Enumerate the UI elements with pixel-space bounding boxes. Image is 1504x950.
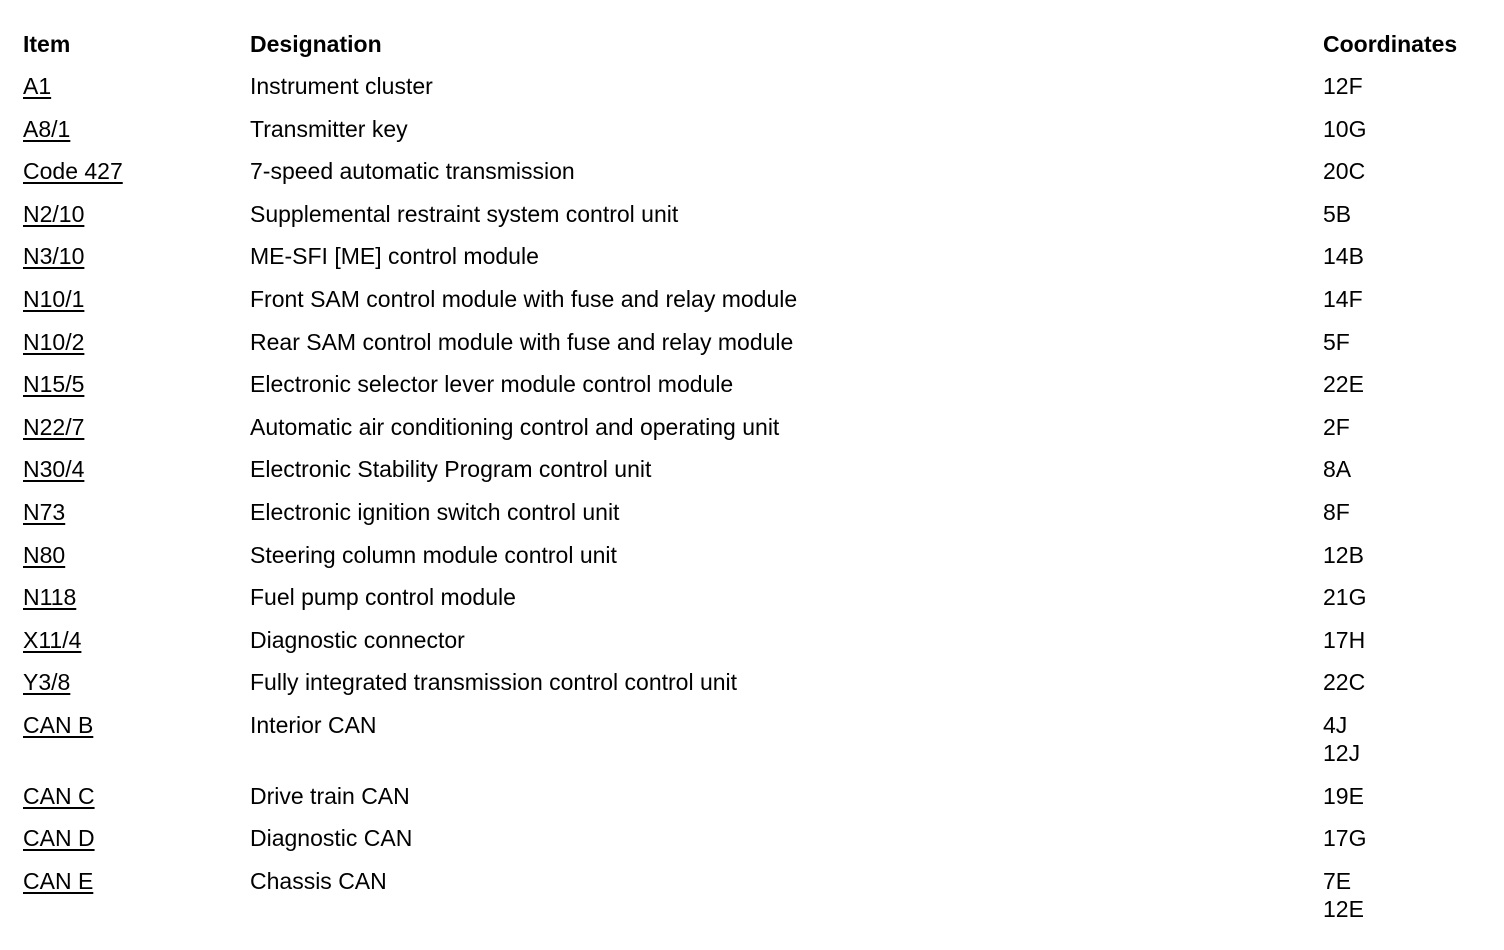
item-cell (23, 328, 250, 356)
table-row (23, 200, 1493, 228)
designation-cell: Chassis CAN (250, 867, 387, 894)
table-row (23, 413, 1493, 441)
coordinates-cell (1323, 711, 1493, 767)
item-cell (23, 541, 250, 569)
item-cell (23, 782, 250, 810)
item-cell (23, 711, 250, 739)
coordinate-value: 2F (1323, 413, 1350, 440)
item-link[interactable]: X11/4 (23, 626, 82, 653)
coordinate-value: 19E (1323, 782, 1364, 809)
coordinate-value: 20C (1323, 158, 1366, 185)
designation-cell: Electronic selector lever module control module (250, 371, 734, 398)
coordinate-value: 17G (1323, 825, 1367, 852)
table-row (23, 328, 1493, 356)
item-link[interactable]: N30/4 (23, 456, 85, 483)
coordinate-value: 5B (1323, 200, 1352, 227)
item-cell (23, 668, 250, 696)
coordinates-cell (1323, 413, 1493, 441)
item-link[interactable]: CAN E (23, 867, 94, 894)
coordinate-value: 12J (1323, 739, 1361, 766)
item-link[interactable]: CAN C (23, 782, 95, 809)
header-designation: Designation (250, 31, 382, 57)
coordinate-value: 22E (1323, 371, 1364, 398)
item-link[interactable]: A8/1 (23, 115, 71, 142)
table-row (23, 370, 1493, 398)
header-item: Item (23, 31, 71, 57)
coordinate-value: 8A (1323, 456, 1352, 483)
table-row (23, 498, 1493, 526)
coordinate-value: 12B (1323, 541, 1364, 568)
component-legend-table (23, 30, 1493, 937)
table-row (23, 72, 1493, 100)
item-cell (23, 370, 250, 398)
designation-cell: Fuel pump control module (250, 584, 516, 611)
coordinate-value: 14B (1323, 243, 1364, 270)
header-coordinates: Coordinates (1323, 31, 1458, 57)
table-row (23, 541, 1493, 569)
designation-cell: Interior CAN (250, 711, 377, 738)
item-cell (23, 413, 250, 441)
item-cell (23, 285, 250, 313)
coordinate-value: 12E (1323, 895, 1364, 922)
item-link[interactable]: CAN D (23, 825, 95, 852)
item-link[interactable]: N22/7 (23, 413, 85, 440)
item-cell (23, 242, 250, 270)
coordinates-cell (1323, 328, 1493, 356)
table-row (23, 711, 1493, 767)
coordinates-cell (1323, 782, 1493, 810)
table-row (23, 242, 1493, 270)
coordinates-cell (1323, 242, 1493, 270)
coordinates-cell (1323, 455, 1493, 483)
designation-cell: Supplemental restraint system control unit (250, 200, 679, 227)
coordinates-cell (1323, 115, 1493, 143)
designation-cell: Front SAM control module with fuse and relay module (250, 285, 798, 312)
table-row (23, 583, 1493, 611)
designation-cell: Electronic Stability Program control unit (250, 456, 652, 483)
table-row (23, 867, 1493, 923)
item-link[interactable]: N80 (23, 541, 66, 568)
designation-cell: Rear SAM control module with fuse and relay module (250, 328, 794, 355)
item-link[interactable]: CAN B (23, 711, 94, 738)
coordinate-value: 17H (1323, 626, 1366, 653)
designation-cell: Diagnostic CAN (250, 825, 413, 852)
coordinates-cell (1323, 583, 1493, 611)
item-cell (23, 200, 250, 228)
item-link[interactable]: A1 (23, 73, 52, 99)
item-cell (23, 867, 250, 895)
item-link[interactable]: N10/2 (23, 328, 85, 355)
designation-cell: Automatic air conditioning control and operating unit (250, 413, 780, 440)
item-link[interactable]: Y3/8 (23, 669, 71, 696)
coordinates-cell (1323, 200, 1493, 228)
coordinate-value: 10G (1323, 115, 1367, 142)
item-link[interactable]: N10/1 (23, 285, 85, 312)
item-link[interactable]: N73 (23, 498, 66, 525)
coordinate-value: 4J (1323, 711, 1348, 738)
coordinates-cell (1323, 867, 1493, 923)
designation-cell: Fully integrated transmission control control unit (250, 669, 738, 696)
coordinates-cell (1323, 157, 1493, 185)
designation-cell: 7-speed automatic transmission (250, 158, 575, 185)
coordinate-value: 14F (1323, 285, 1363, 312)
coordinate-value: 7E (1323, 867, 1352, 894)
coordinates-cell (1323, 370, 1493, 398)
designation-cell: Diagnostic connector (250, 626, 465, 653)
designation-cell: ME-SFI [ME] control module (250, 243, 539, 270)
coordinates-cell (1323, 285, 1493, 313)
item-cell (23, 157, 250, 185)
coordinates-cell (1323, 626, 1493, 654)
item-link[interactable]: N2/10 (23, 200, 85, 227)
coordinates-cell (1323, 498, 1493, 526)
table-row (23, 668, 1493, 696)
coordinate-value: 5F (1323, 328, 1350, 355)
coordinates-cell (1323, 668, 1493, 696)
table-body (23, 72, 1493, 923)
item-cell (23, 498, 250, 526)
table-row (23, 455, 1493, 483)
designation-cell: Transmitter key (250, 115, 408, 142)
table-row (23, 626, 1493, 654)
item-cell (23, 583, 250, 611)
item-link[interactable]: N15/5 (23, 371, 85, 398)
item-link[interactable]: N118 (23, 584, 77, 611)
designation-cell: Instrument cluster (250, 73, 433, 99)
item-cell (23, 72, 250, 100)
designation-cell: Steering column module control unit (250, 541, 617, 568)
designation-cell: Electronic ignition switch control unit (250, 498, 620, 525)
coordinates-cell (1323, 824, 1493, 852)
table-row (23, 824, 1493, 852)
item-link[interactable]: N3/10 (23, 243, 85, 270)
table-row (23, 157, 1493, 185)
coordinate-value: 12F (1323, 73, 1363, 99)
item-cell (23, 626, 250, 654)
item-cell (23, 115, 250, 143)
item-cell (23, 455, 250, 483)
coordinate-value: 8F (1323, 498, 1350, 525)
coordinate-value: 22C (1323, 669, 1366, 696)
item-link[interactable]: Code 427 (23, 158, 123, 185)
coordinates-cell (1323, 72, 1493, 100)
table-row (23, 285, 1493, 313)
coordinate-value: 21G (1323, 584, 1367, 611)
item-cell (23, 824, 250, 852)
designation-cell: Drive train CAN (250, 782, 410, 809)
coordinates-cell (1323, 541, 1493, 569)
table-row (23, 782, 1493, 810)
table-row (23, 115, 1493, 143)
table-header (23, 30, 1493, 58)
